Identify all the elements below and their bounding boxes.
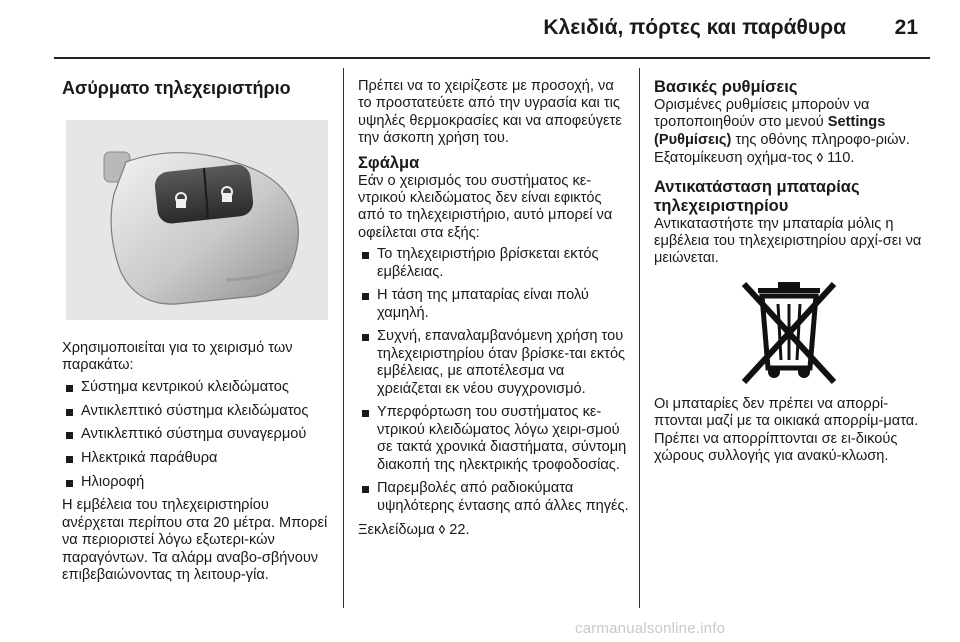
crossed-bin-icon: [734, 276, 844, 388]
settings-text-continued: της οθόνης πληροφο-ριών. Εξατομίκευση οχήμα-τος: [654, 131, 910, 167]
list-item: Παρεμβολές από ραδιοκύματα υψηλότερης έντασης από άλλες πηγές.: [358, 480, 630, 515]
remote-functions-list: [62, 379, 334, 491]
watermark-text: carmanualsonline.info: [575, 620, 726, 637]
care-paragraph: Πρέπει να το χειρίζεστε με προσοχή, να το προστατεύετε από την υγρασία και τις υψηλές θερμοκρασίες και να αποφεύγετε την άσκοπη χρήση του.: [358, 78, 622, 147]
fault-paragraph: Εάν ο χειρισμός του συστήματος κε-ντρικού κλειδώματος δεν είναι εφικτός από το τηλεχειριστήριο, αυτό μπορεί να οφείλεται στα εξής:: [358, 172, 613, 241]
list-item: Ηλεκτρικά παράθυρα: [62, 450, 334, 467]
section-heading-remote: Ασύρματο τηλεχειριστήριο: [62, 78, 291, 98]
chapter-title: Κλειδιά, πόρτες και παράθυρα: [543, 16, 846, 39]
page-number: 21: [894, 16, 918, 39]
page-header: [0, 0, 960, 62]
header-rule: [54, 57, 930, 59]
list-item: Σύστημα κεντρικού κλειδώματος: [62, 379, 334, 396]
list-item: Αντικλεπτικό σύστημα συναγερμού: [62, 426, 334, 443]
list-item: Το τηλεχειριστήριο βρίσκεται εκτός εμβέλειας.: [358, 246, 630, 281]
column-divider-2: [639, 68, 640, 608]
column-divider-1: [343, 68, 344, 608]
unlock-reference-page: 22.: [449, 522, 470, 539]
remote-intro: Χρησιμοποιείται για το χειρισμό των παρακάτω:: [62, 340, 293, 374]
battery-paragraph: Αντικαταστήστε την μπαταρία μόλις η εμβέλεια του τηλεχειριστηρίου αρχί-σει να μειώνεται.: [654, 215, 922, 267]
column-right: [654, 78, 936, 469]
column-middle: [358, 78, 630, 544]
disposal-paragraph: Οι μπαταρίες δεν πρέπει να απορρί-πτονται μαζί με τα οικιακά απορρίμ-ματα. Πρέπει να απορρίπτονται σε ει-δικούς χώρους συλλογής για ανακύ-κλωση.: [654, 395, 919, 465]
page-reference-icon: ◊: [438, 522, 446, 538]
fault-heading: Σφάλμα: [358, 153, 420, 172]
list-item: Αντικλεπτικό σύστημα κλειδώματος: [62, 403, 334, 420]
settings-text: Ορισμένες ρυθμίσεις μπορούν να τροποποιηθούν στο μενού: [654, 97, 870, 131]
unlock-reference: [358, 521, 630, 539]
list-item: Ηλιοροφή: [62, 474, 334, 491]
settings-paragraph: [654, 97, 936, 168]
fault-causes-list: [358, 246, 630, 515]
page-reference-icon: ◊: [816, 150, 824, 166]
list-item: Υπερφόρτωση του συστήματος κε-ντρικού κλειδώματος λόγω χειρι-σμού σε τακτά χρονικά διαστήματα, σύντομη διακοπή της ηλεκτρικής τροφοδοσίας.: [358, 404, 630, 474]
settings-heading: Βασικές ρυθμίσεις: [654, 78, 798, 96]
battery-heading: Αντικατάσταση μπαταρίας τηλεχειριστηρίου: [654, 177, 860, 215]
list-item: Η τάση της μπαταρίας είναι πολύ χαμηλή.: [358, 287, 630, 322]
unlock-reference-text: Ξεκλείδωμα: [358, 522, 435, 539]
list-item: Συχνή, επαναλαμβανόμενη χρήση του τηλεχειριστηρίου όταν βρίσκε-ται εκτός εμβέλειας, με αποτέλεσμα να χρειάζεται εκ νέου συγχρονισμό.: [358, 328, 630, 398]
settings-reference-page: 110.: [827, 150, 855, 167]
column-left: [62, 78, 334, 588]
remote-key-illustration: [66, 120, 328, 320]
settings-menu-name: Settings (Ρυθμίσεις): [654, 114, 886, 148]
range-paragraph: Η εμβέλεια του τηλεχειριστηρίου ανέρχεται περίπου στα 20 μέτρα. Μπορεί να περιοριστεί λόγω εξωτερι-κών παραγόντων. Τα αλάρμ αναβο-σβήνουν επιβεβαιώνοντας τη λειτουρ-γία.: [62, 497, 328, 583]
